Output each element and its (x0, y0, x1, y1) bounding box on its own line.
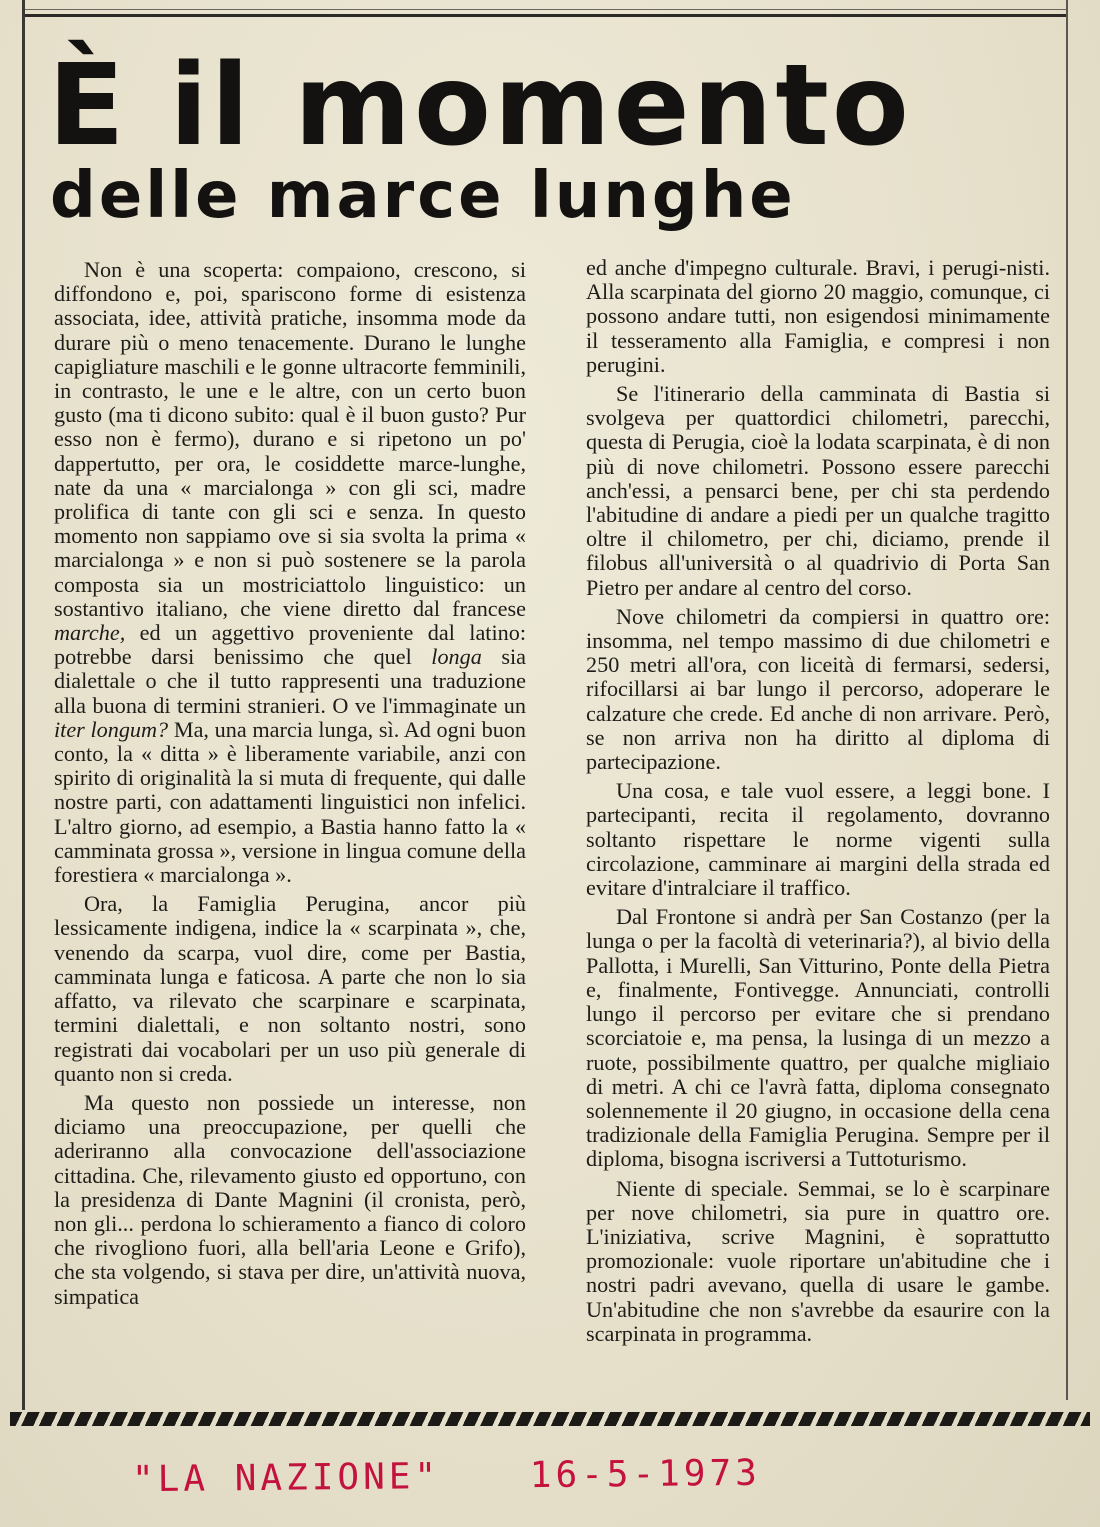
top-border (22, 14, 1068, 17)
italic-word: iter longum? (54, 716, 169, 742)
paragraph-text: ed un aggettivo proveniente dal latino: potrebbe darsi benissimo che quel (54, 620, 526, 670)
paragraph: Se l'itinerario della camminata di Bastia si svolgeva per quattordici chilometri, parecchi, questa di Perugia, cioè la lodata scarpinata, è di non più di nove chilometri. Possono essere parecchi anch'essi, a pensarci bene, per chi sta perdendo l'abitudine di andare a piedi per un qualche tragitto oltre il chilometro, per chi, diciamo, prende il filobus all'università o al quadrivio di Porta San Pietro per andare al centro del corso. (586, 381, 1050, 600)
left-border (22, 0, 25, 1410)
article-column-right (586, 256, 1050, 1351)
paragraph: Ma questo non possiede un interesse, non diciamo una preoccupazione, per quelli che aderiranno alla convocazione dell'associazione cittadina. Che, rilevamento giusto ed opportuno, con la presidenza di Dante Magnini (il cronista, però, non gli... perdona lo schieramento a fianco di coloro che rivogliono fuori, alla bell'aria Leone e Grifo), che sta volgendo, si stava per dire, un'attività nuova, simpatica (54, 1089, 526, 1309)
paragraph: ed anche d'impegno culturale. Bravi, i perugi-nisti. Alla scarpinata del giorno 20 maggio, comunque, ci possono andare tutti, non esigendosi minimamente il tesseramento alla Famiglia, e compresi i non perugini. (586, 255, 1050, 377)
paragraph: Dal Frontone si andrà per San Costanzo (per la lunga o per la facoltà di veterinaria?), al bivio della Pallotta, i Murelli, San Vitturino, Ponte della Pietra e, finalmente, Fontivegge. Annunciati, controlli lungo il percorso per evitare che si prendano scorciatoie e, ma pensa, la lusinga di un mezzo a ruote, possibilmente quattro, per qualche migliaio di metri. A chi ce l'avrà fatta, diploma consegnato solennemente il 20 giugno, in occasione della cena tradizionale della Famiglia Perugina. Sempre per il diploma, bisogna iscriversi a Tuttoturismo. (586, 904, 1050, 1172)
italic-word: marche, (54, 620, 126, 646)
paragraph-text: Ma, una marcia lunga, sì. Ad ogni buon conto, la « ditta » è liberamente variabile, anzi con spirito di originalità la si muta di frequente, qui dalle nostre parti, con adattamenti linguistici non infelici. L'altro giorno, ad esempio, a Bastia hanno fatto la « camminata grossa », versione in lingua comune della forestiera « marcialonga ». (54, 716, 526, 888)
paragraph (54, 258, 526, 887)
paragraph: Niente di speciale. Semmai, se lo è scarpinare per nove chilometri, sia pure in quattro ore. L'iniziativa, scrive Magnini, è soprattutto promozionale: vuole riportare un'abitudine che i nostri padri avevano, quella di usare le gambe. Un'abitudine che non s'avrebbe da esaurire con la scarpinata in programma. (586, 1175, 1050, 1346)
top-border-thin (22, 9, 1068, 10)
right-border (1066, 0, 1068, 1400)
italic-word: longa (431, 644, 482, 670)
paragraph: Nove chilometri da compiersi in quattro ore: insomma, nel tempo massimo di due chilometri e 250 metri all'ora, con liceità di fermarsi, sedersi, rifocillarsi ai bar lungo il percorso, adoperare le calzature che crede. Ed anche di non arrivare. Però, se non arriva non ha diritto al diploma di partecipazione. (586, 603, 1050, 775)
paragraph: Una cosa, e tale vuol essere, a leggi bone. I partecipanti, recita il regolamento, dovranno soltanto rispettare le norme vigenti sulla circolazione, camminare ai margini della strada ed evitare d'intralciare il traffico. (586, 778, 1050, 901)
paragraph-text: sia dialettale o che il tutto rappresenti una traduzione alla buona di termini stranieri. O ve l'immaginate un (54, 644, 526, 718)
subheadline: delle marce lunghe (50, 159, 796, 233)
handwritten-annotation (132, 1453, 761, 1501)
paragraph-text: Non è una scoperta: compaiono, crescono, si diffondono e, poi, spariscono forme di esistenza associata, idee, attività pratiche, insomma mode da durare più o meno tenacemente. Durano le lunghe capigliature maschili e le gonne ultracorte femminili, in contrasto, le une e le altre, con un certo buon gusto (ma ti dicono subito: qual è il buon gusto? Pur esso non è fermo), durano e si ripetono un po' dappertutto, per ora, le cosiddette marce-lunghe, nate da una « marcialonga » con gli sci, madre prolifica di tante con gli sci e senza. In questo momento non sappiamo ove si sia svolta la prima « marcialonga » e non si può sostenere se la parola composta sia un mostriciattolo linguistico: un sostantivo italiano, che viene diretto dal francese (54, 257, 526, 621)
paragraph: Ora, la Famiglia Perugina, ancor più lessicamente indigena, indice la « scarpinata », che, venendo da scarpa, vuol dire, come per Bastia, camminata lunga e faticosa. A parte che non lo sia affatto, va rilevato che scarpinare e scarpinata, termini dialettali, e non soltanto nostri, sono registrati dai vocabolari per un uso più generale di quanto non si creda. (54, 891, 526, 1086)
article-column-left (54, 258, 526, 1314)
dashed-divider (10, 1412, 1090, 1426)
source-label: "LA NAZIONE" (131, 1456, 441, 1501)
date-label: 16-5-1973 (529, 1452, 762, 1497)
headline: È il momento (48, 41, 912, 171)
